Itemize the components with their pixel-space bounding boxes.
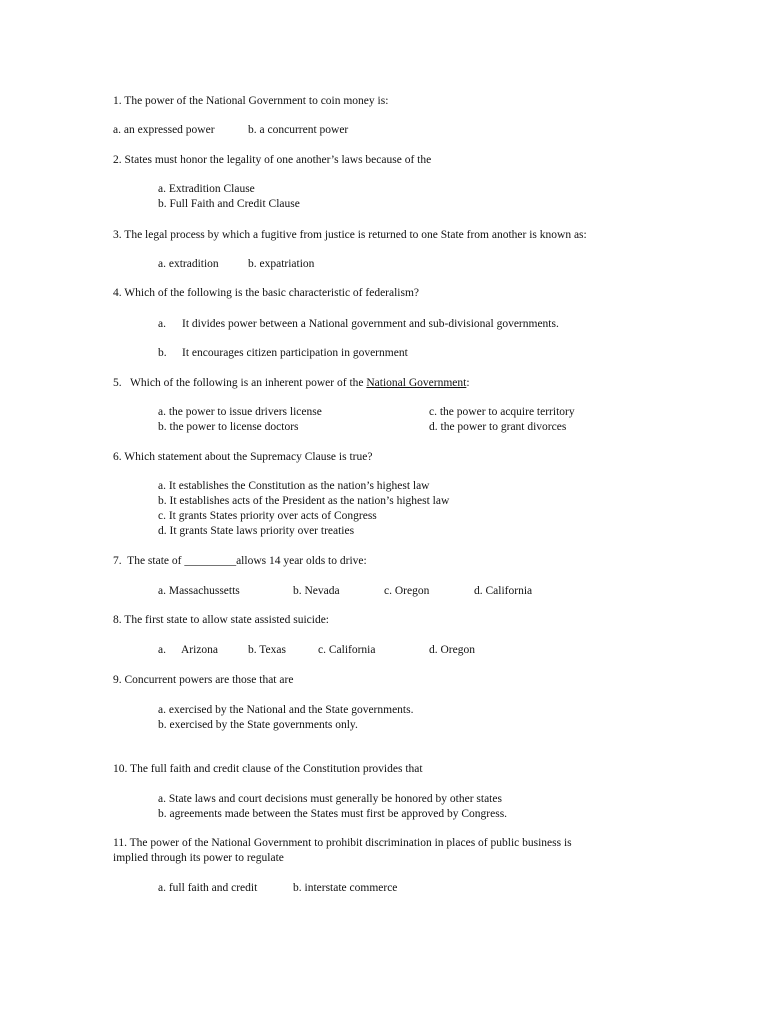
question-4-option-b-letter: b.	[158, 347, 167, 359]
question-5-text	[113, 378, 470, 390]
question-6-option-b: b. It establishes acts of the President as the nation’s highest law	[158, 495, 450, 507]
question-8-option-c: c. California	[318, 644, 376, 656]
question-1-text: 1. The power of the National Government to coin money is:	[113, 95, 389, 107]
question-2-option-b: b. Full Faith and Credit Clause	[158, 198, 300, 210]
question-2-option-a: a. Extradition Clause	[158, 183, 255, 195]
question-9-option-a: a. exercised by the National and the State governments.	[158, 704, 414, 716]
question-11-text-line1: 11. The power of the National Government to prohibit discrimination in places of public business is	[113, 837, 572, 849]
question-10-option-a: a. State laws and court decisions must generally be honored by other states	[158, 793, 502, 805]
question-7-option-c: c. Oregon	[384, 585, 430, 597]
question-2-text: 2. States must honor the legality of one another’s laws because of the	[113, 154, 432, 166]
question-5-option-a: a. the power to issue drivers license	[158, 406, 322, 418]
question-10-option-b: b. agreements made between the States must first be approved by Congress.	[158, 808, 508, 820]
question-6-option-a: a. It establishes the Constitution as the nation’s highest law	[158, 480, 430, 492]
question-7-blank: _________	[184, 555, 237, 567]
question-7-option-a: a. Massachussetts	[158, 585, 240, 597]
question-8-option-a: Arizona	[181, 644, 219, 656]
question-1-option-b: b. a concurrent power	[248, 124, 349, 136]
question-8-option-d: d. Oregon	[429, 644, 475, 656]
question-7-text	[113, 556, 367, 568]
question-7-option-d: d. California	[474, 585, 533, 597]
question-5-text-underlined: National Government	[366, 377, 467, 389]
question-9-option-b: b. exercised by the State governments only.	[158, 719, 358, 731]
question-5-option-d: d. the power to grant divorces	[429, 421, 567, 433]
question-4-option-a: It divides power between a National government and sub-divisional governments.	[182, 318, 559, 330]
question-3-option-a: a. extradition	[158, 258, 219, 270]
question-6-option-c: c. It grants States priority over acts of Congress	[158, 510, 377, 522]
question-3-option-b: b. expatriation	[248, 258, 315, 270]
question-5-option-b: b. the power to license doctors	[158, 421, 299, 433]
question-7-text-suffix: allows 14 year olds to drive:	[236, 555, 367, 567]
question-8-option-b: b. Texas	[248, 644, 286, 656]
question-9-text: 9. Concurrent powers are those that are	[113, 674, 294, 686]
question-6-text: 6. Which statement about the Supremacy Clause is true?	[113, 451, 373, 463]
question-5-option-c: c. the power to acquire territory	[429, 406, 575, 418]
question-6-option-d: d. It grants State laws priority over treaties	[158, 525, 355, 537]
question-11-option-a: a. full faith and credit	[158, 882, 258, 894]
question-10-text: 10. The full faith and credit clause of the Constitution provides that	[113, 763, 423, 775]
question-3-text: 3. The legal process by which a fugitive from justice is returned to one State from another is known as:	[113, 229, 587, 241]
question-11-option-b: b. interstate commerce	[293, 882, 398, 894]
question-1-option-a: a. an expressed power	[113, 124, 215, 136]
question-5-text-prefix: 5. Which of the following is an inherent power of the	[113, 377, 367, 389]
question-11-text-line2: implied through its power to regulate	[113, 852, 284, 864]
question-7-option-b: b. Nevada	[293, 585, 340, 597]
question-8-text: 8. The first state to allow state assisted suicide:	[113, 614, 330, 626]
question-7-text-prefix: 7. The state of	[113, 555, 185, 567]
question-8-option-a-letter: a.	[158, 644, 166, 656]
question-4-option-b: It encourages citizen participation in government	[182, 347, 408, 359]
question-4-text: 4. Which of the following is the basic characteristic of federalism?	[113, 287, 420, 299]
question-5-text-suffix: :	[466, 377, 470, 389]
question-4-option-a-letter: a.	[158, 318, 166, 330]
